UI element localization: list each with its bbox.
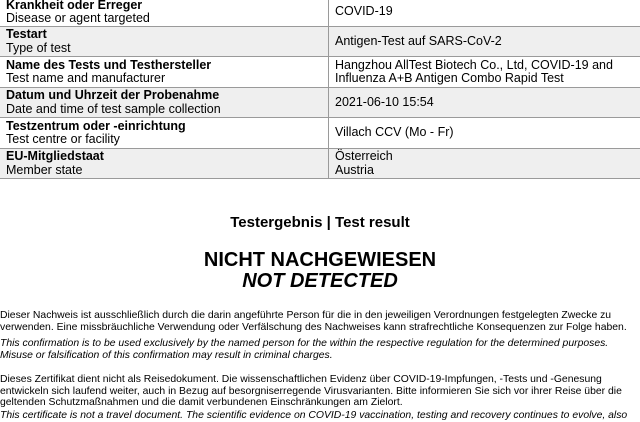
detail-label-de: Name des Tests und Testhersteller (6, 59, 328, 73)
detail-label-en: Type of test (6, 42, 328, 56)
detail-row-disease (0, 0, 640, 27)
detail-row-sample-date (0, 88, 640, 118)
detail-label-en: Date and time of test sample collection (6, 103, 328, 117)
detail-label-cell (0, 0, 329, 27)
detail-label-de: Testzentrum oder -einrichtung (6, 120, 328, 134)
detail-value: Antigen-Test auf SARS-CoV-2 (335, 35, 640, 49)
detail-value: Österreich (335, 150, 640, 164)
detail-row-member-state (0, 149, 640, 179)
detail-label-cell (0, 57, 329, 88)
detail-value: 2021-06-10 15:54 (335, 96, 640, 110)
certificate-details-table (0, 0, 640, 179)
detail-value: Villach CCV (Mo - Fr) (335, 126, 640, 140)
detail-value: Hangzhou AllTest Biotech Co., Ltd, COVID-19 and (335, 59, 640, 73)
detail-row-test-centre (0, 118, 640, 149)
detail-value-line-2: Austria (335, 164, 640, 178)
detail-label-de: Datum und Uhrzeit der Probenahme (6, 89, 328, 103)
test-result-value-en: NOT DETECTED (0, 270, 640, 292)
detail-row-test-type (0, 27, 640, 57)
detail-value-cell (329, 57, 640, 88)
detail-value-cell (329, 27, 640, 57)
detail-row-test-name (0, 57, 640, 88)
detail-label-en: Disease or agent targeted (6, 12, 328, 26)
detail-value-cell (329, 0, 640, 27)
detail-label-cell (0, 27, 329, 57)
detail-label-cell (0, 88, 329, 118)
detail-label-en: Test name and manufacturer (6, 72, 328, 86)
travel-notice-de: Dieses Zertifikat dient nicht als Reisedokument. Die wissenschaftlichen Evidenz über COVID-19-Impfungen, -Tests und -Genesung entwickeln sich laufend weiter, auch in Bezug auf besorgniserregende Virusvarianten. Bitte informieren Sie sich vor ihrer Reise über die geltenden Schutzmaßnahmen und die damit verbundenen Einschränkungen am Zielort. (0, 374, 640, 409)
detail-value: COVID-19 (335, 5, 640, 19)
test-result-value-de: NICHT NACHGEWIESEN (0, 249, 640, 271)
detail-label-cell (0, 149, 329, 179)
detail-label-de: Krankheit oder Erreger (6, 0, 328, 12)
detail-value-cell (329, 118, 640, 149)
detail-label-de: Testart (6, 28, 328, 42)
legal-notice-en: This confirmation is to be used exclusively by the named person for the within the respective regulation for the determined purposes. Misuse or falsification of this confirmation may result in criminal charges. (0, 338, 640, 361)
detail-value-cell (329, 88, 640, 118)
travel-notice-en: This certificate is not a travel document. The scientific evidence on COVID-19 vaccination, testing and recovery continues to evolve, also (0, 410, 640, 422)
detail-label-en: Test centre or facility (6, 133, 328, 147)
detail-label-de: EU-Mitgliedstaat (6, 150, 328, 164)
detail-label-en: Member state (6, 164, 328, 178)
test-result-heading: Testergebnis | Test result (0, 214, 640, 231)
legal-notice-de: Dieser Nachweis ist ausschließlich durch die darin angeführte Person für die in den jeweiligen Verordnungen festgelegten Zwecke zu verwenden. Eine missbräuchliche Verwendung oder Verfälschung des Nachweises kann strafrechtliche Konsequenzen zur Folge haben. (0, 310, 640, 333)
detail-value-line-2: Influenza A+B Antigen Combo Rapid Test (335, 72, 640, 86)
detail-value-cell (329, 149, 640, 179)
detail-label-cell (0, 118, 329, 149)
